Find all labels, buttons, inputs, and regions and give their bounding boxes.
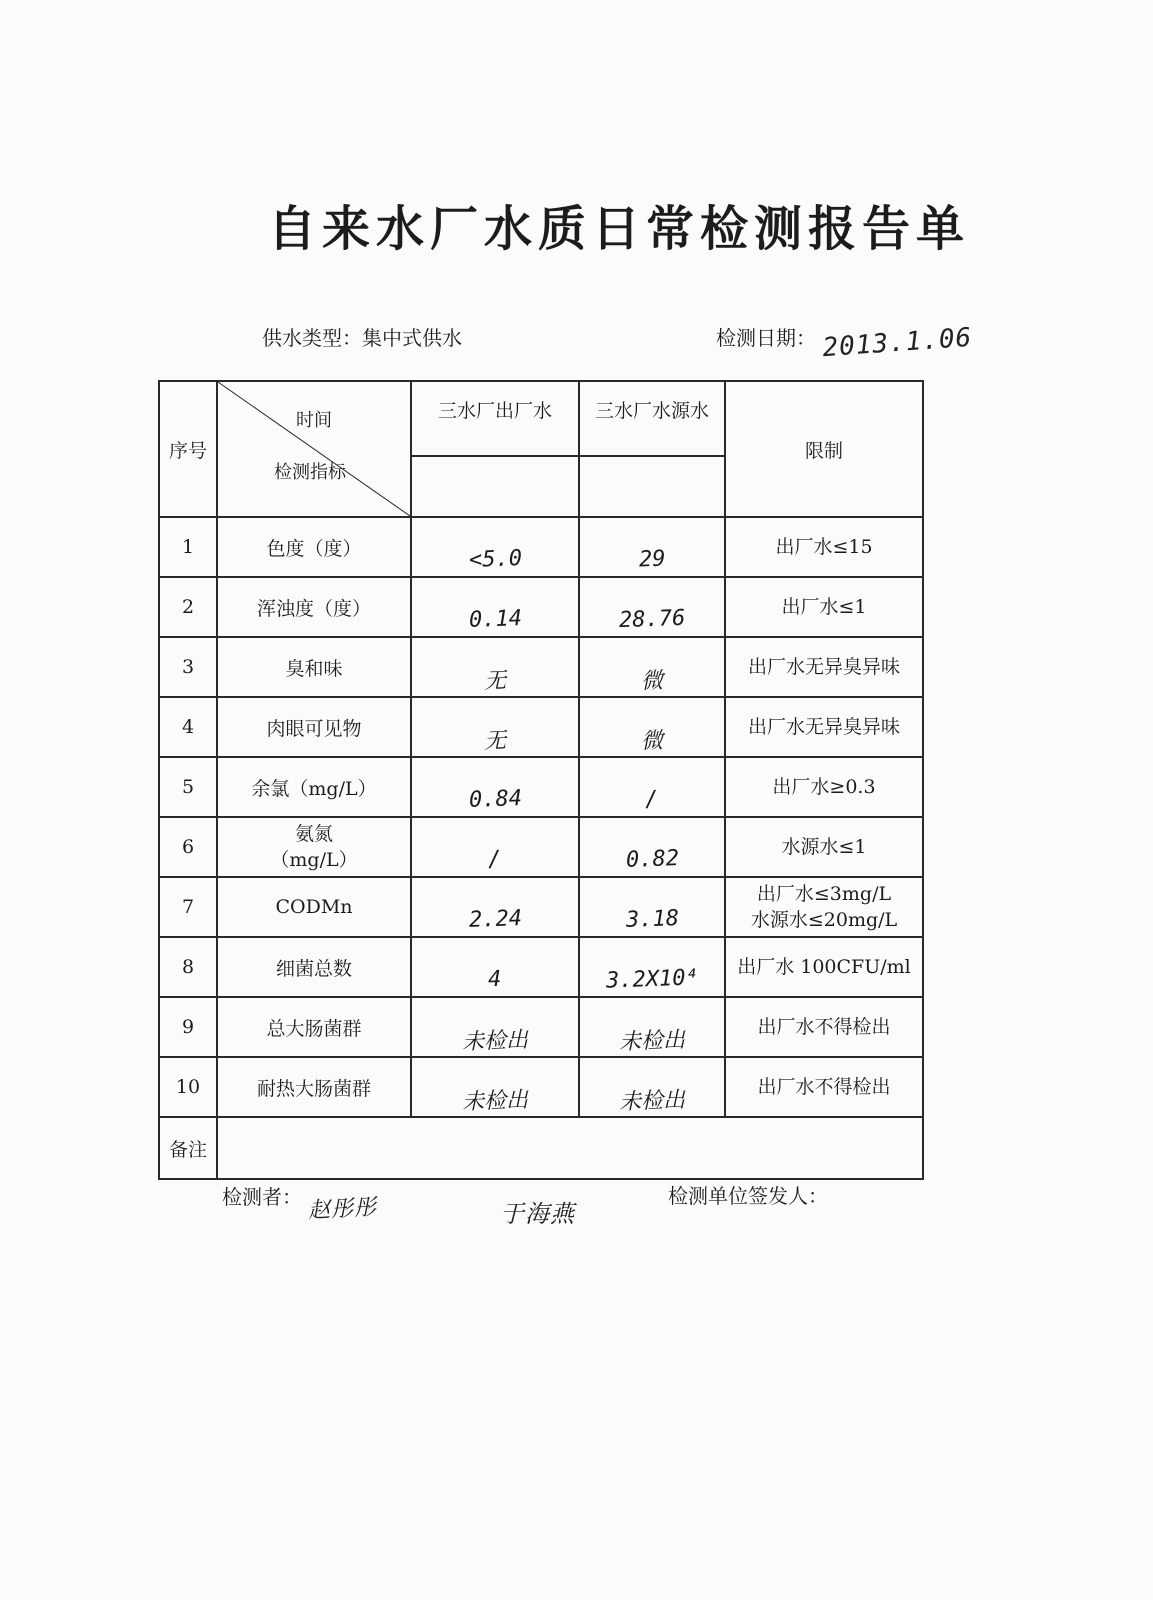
row-seq bbox=[159, 817, 217, 877]
row-indicator-text: 耐热大肠菌群 bbox=[256, 1077, 371, 1100]
row-limit-text: 出厂水≥0.3 bbox=[772, 776, 876, 798]
row-value-source bbox=[579, 817, 725, 877]
supply-type-value: 集中式供水 bbox=[362, 326, 462, 350]
row-indicator-text: 氨氮 （mg/L） bbox=[270, 823, 358, 871]
row-seq bbox=[159, 997, 217, 1057]
limit-header: 限制 bbox=[725, 381, 923, 517]
row-seq bbox=[159, 1057, 217, 1117]
row-value-source bbox=[579, 577, 725, 637]
row-limit bbox=[725, 937, 923, 997]
row-value-source-text: 微 bbox=[640, 668, 664, 694]
row-value-finished bbox=[411, 637, 579, 697]
table-row bbox=[159, 757, 923, 817]
row-indicator bbox=[217, 697, 411, 757]
row-value-source-text: / bbox=[644, 786, 660, 812]
row-value-source-text: 29 bbox=[638, 546, 666, 572]
row-indicator bbox=[217, 1057, 411, 1117]
row-seq bbox=[159, 877, 217, 937]
diag-time-label: 时间 bbox=[296, 410, 332, 431]
second-signature: 于海燕 bbox=[500, 1200, 575, 1228]
row-value-source bbox=[579, 517, 725, 577]
row-indicator bbox=[217, 577, 411, 637]
col-a-header: 三水厂出厂水 bbox=[411, 381, 579, 456]
row-value-source-text: 0.82 bbox=[625, 845, 679, 873]
row-value-finished bbox=[411, 757, 579, 817]
remark-label: 备注 bbox=[159, 1117, 217, 1179]
row-value-source bbox=[579, 637, 725, 697]
row-value-finished-text: 2.24 bbox=[468, 905, 522, 933]
diagonal-line-icon bbox=[218, 382, 410, 516]
row-limit bbox=[725, 697, 923, 757]
row-limit bbox=[725, 517, 923, 577]
table-row bbox=[159, 517, 923, 577]
row-value-finished bbox=[411, 877, 579, 937]
row-value-finished-text: <5.0 bbox=[468, 545, 522, 573]
table-row bbox=[159, 577, 923, 637]
row-value-finished-text: 无 bbox=[483, 728, 507, 754]
row-value-finished bbox=[411, 937, 579, 997]
row-seq-text: 10 bbox=[175, 1076, 201, 1098]
row-seq bbox=[159, 757, 217, 817]
row-indicator bbox=[217, 877, 411, 937]
row-limit bbox=[725, 637, 923, 697]
row-value-source-text: 3.2X10⁴ bbox=[605, 964, 699, 994]
table-row bbox=[159, 877, 923, 937]
row-limit-text: 出厂水≤1 bbox=[781, 596, 867, 618]
row-value-finished bbox=[411, 997, 579, 1057]
diagonal-header-cell bbox=[217, 381, 411, 517]
row-limit-text: 出厂水≤15 bbox=[775, 536, 873, 558]
row-indicator bbox=[217, 817, 411, 877]
table-row bbox=[159, 637, 923, 697]
row-indicator-text: 臭和味 bbox=[285, 657, 343, 680]
row-value-source-text: 未检出 bbox=[618, 1087, 686, 1115]
row-seq-text: 6 bbox=[181, 836, 195, 858]
row-indicator-text: 总大肠菌群 bbox=[266, 1017, 362, 1040]
col-a-subheader bbox=[411, 456, 579, 517]
row-limit bbox=[725, 877, 923, 937]
diag-indicator-label: 检测指标 bbox=[274, 462, 346, 483]
row-indicator-text: 肉眼可见物 bbox=[266, 717, 362, 740]
row-value-source bbox=[579, 997, 725, 1057]
row-value-source-text: 微 bbox=[640, 728, 664, 754]
row-seq-text: 4 bbox=[181, 716, 195, 738]
col-b-header: 三水厂水源水 bbox=[579, 381, 725, 456]
row-seq-text: 8 bbox=[181, 956, 195, 978]
row-value-source bbox=[579, 877, 725, 937]
row-seq bbox=[159, 937, 217, 997]
row-limit-text: 出厂水无异臭异味 bbox=[747, 716, 900, 738]
row-value-finished-text: 0.14 bbox=[468, 605, 522, 633]
row-value-finished-text: 未检出 bbox=[461, 1027, 529, 1055]
row-indicator bbox=[217, 757, 411, 817]
test-date bbox=[716, 322, 974, 364]
row-limit bbox=[725, 577, 923, 637]
supply-type bbox=[262, 322, 462, 351]
row-indicator-text: 细菌总数 bbox=[275, 957, 352, 980]
table-row bbox=[159, 817, 923, 877]
row-limit-text: 出厂水≤3mg/L 水源水≤20mg/L bbox=[750, 883, 898, 931]
tester-label: 检测者： bbox=[222, 1185, 302, 1209]
seq-header: 序号 bbox=[159, 381, 217, 517]
row-limit bbox=[725, 997, 923, 1057]
table-row bbox=[159, 1057, 923, 1117]
row-seq-text: 9 bbox=[181, 1016, 195, 1038]
row-seq bbox=[159, 697, 217, 757]
row-value-finished bbox=[411, 577, 579, 637]
issuer-label: 检测单位签发人： bbox=[668, 1184, 828, 1208]
row-limit-text: 出厂水 100CFU/ml bbox=[737, 956, 911, 978]
row-limit bbox=[725, 817, 923, 877]
table-row bbox=[159, 697, 923, 757]
results-table bbox=[158, 380, 924, 1180]
tester bbox=[222, 1180, 378, 1224]
tester-signature: 赵彤彤 bbox=[307, 1195, 378, 1224]
table-row bbox=[159, 997, 923, 1057]
row-seq bbox=[159, 577, 217, 637]
table-row bbox=[159, 937, 923, 997]
row-indicator bbox=[217, 937, 411, 997]
row-indicator-text: 浑浊度（度） bbox=[256, 597, 371, 620]
row-indicator bbox=[217, 517, 411, 577]
row-value-source bbox=[579, 697, 725, 757]
row-value-finished-text: / bbox=[487, 846, 503, 872]
row-seq bbox=[159, 637, 217, 697]
remark-value bbox=[217, 1117, 923, 1179]
remark-row bbox=[159, 1117, 923, 1179]
row-indicator bbox=[217, 637, 411, 697]
row-indicator bbox=[217, 997, 411, 1057]
row-value-finished bbox=[411, 697, 579, 757]
row-value-finished bbox=[411, 1057, 579, 1117]
row-value-source bbox=[579, 1057, 725, 1117]
row-value-finished-text: 未检出 bbox=[461, 1087, 529, 1115]
col-b-subheader bbox=[579, 456, 725, 517]
row-value-source-text: 3.18 bbox=[625, 905, 679, 933]
row-value-source bbox=[579, 757, 725, 817]
row-limit bbox=[725, 757, 923, 817]
row-seq-text: 3 bbox=[181, 656, 195, 678]
row-limit-text: 出厂水不得检出 bbox=[757, 1016, 891, 1038]
row-value-source bbox=[579, 937, 725, 997]
row-limit-text: 出厂水无异臭异味 bbox=[747, 656, 900, 678]
row-value-finished-text: 0.84 bbox=[468, 785, 522, 813]
row-seq-text: 1 bbox=[181, 536, 195, 558]
row-seq-text: 2 bbox=[181, 596, 195, 618]
row-seq-text: 7 bbox=[181, 896, 195, 918]
row-value-source-text: 未检出 bbox=[618, 1027, 686, 1055]
row-value-finished-text: 4 bbox=[487, 966, 503, 992]
header-row-1 bbox=[159, 381, 923, 456]
row-value-finished-text: 无 bbox=[483, 668, 507, 694]
test-date-value: 2013.1.06 bbox=[821, 322, 974, 364]
row-seq-text: 5 bbox=[181, 776, 195, 798]
row-value-finished bbox=[411, 517, 579, 577]
row-indicator-text: CODMn bbox=[275, 896, 353, 918]
report-title: 自来水厂水质日常检测报告单 bbox=[268, 201, 971, 257]
results-body bbox=[159, 517, 923, 1117]
row-indicator-text: 余氯（mg/L） bbox=[251, 777, 377, 800]
row-limit bbox=[725, 1057, 923, 1117]
test-date-label: 检测日期： bbox=[716, 326, 816, 350]
row-limit-text: 水源水≤1 bbox=[781, 836, 867, 858]
row-value-source-text: 28.76 bbox=[618, 605, 686, 633]
row-limit-text: 出厂水不得检出 bbox=[757, 1076, 891, 1098]
row-value-finished bbox=[411, 817, 579, 877]
row-indicator-text: 色度（度） bbox=[266, 537, 362, 560]
supply-type-label: 供水类型： bbox=[262, 326, 362, 350]
row-seq bbox=[159, 517, 217, 577]
